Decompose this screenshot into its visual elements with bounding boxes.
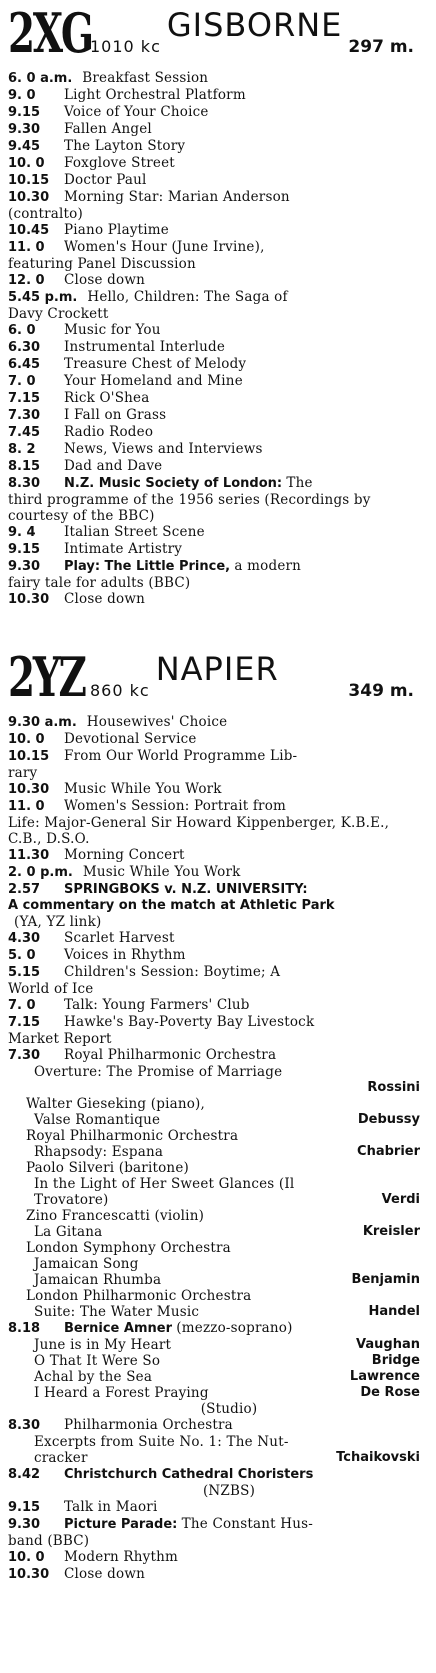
programme-highlight: N.Z. Music Society of London:: [64, 476, 283, 491]
programme-entry: [8, 189, 420, 222]
programme-entry: [8, 475, 420, 524]
programme-entry: [8, 87, 420, 104]
music-composer: Rossini: [367, 1080, 420, 1095]
programme-title: From Our World Programme Lib-: [64, 748, 298, 764]
programme-time: 8.15: [8, 459, 41, 474]
programme-title: The Layton Story: [64, 138, 186, 154]
programme-title: Royal Philharmonic Orchestra: [64, 1047, 277, 1063]
music-item: [8, 1208, 420, 1224]
programme-entry: [8, 1466, 420, 1499]
programme-title-continued: Davy Crockett: [8, 306, 109, 322]
programme-highlight: Christchurch Cathedral Choristers: [64, 1467, 314, 1482]
programme-time: 10.30: [8, 190, 50, 205]
programme-entry: [8, 1549, 420, 1566]
programme-title: Close down: [64, 591, 146, 607]
music-item: [8, 1224, 420, 1240]
programme-title-continued: World of Ice: [8, 981, 94, 997]
music-title: June is in My Heart: [34, 1337, 172, 1353]
programme-time: 6. 0: [8, 323, 36, 338]
station-frequency: 860 kc: [90, 681, 150, 700]
programme-time: 9.45: [8, 139, 41, 154]
programme-time: 10.30: [8, 782, 50, 797]
programme-title: Talk: Young Farmers' Club: [64, 997, 250, 1013]
programme-time: 9.30: [8, 1517, 41, 1532]
programme-time: 7.30: [8, 408, 41, 423]
music-title: cracker: [34, 1450, 88, 1466]
programme-title-continued: (YA, YZ link): [14, 914, 102, 930]
music-composer: De Rose: [360, 1385, 420, 1400]
music-composer: Bridge: [371, 1353, 420, 1368]
programme-time: 9.15: [8, 105, 41, 120]
music-composer: Chabrier: [357, 1144, 420, 1159]
programme-title-continued: featuring Panel Discussion: [8, 256, 196, 272]
programme-list: [8, 70, 420, 608]
music-composer: Debussy: [357, 1112, 420, 1127]
music-title: Excerpts from Suite No. 1: The Nut-: [34, 1434, 289, 1450]
station-header: [8, 1, 420, 65]
programme-entry: [8, 558, 420, 591]
music-title: Overture: The Promise of Marriage: [34, 1064, 283, 1080]
programme-time: 12. 0: [8, 273, 45, 288]
music-title: O That It Were So: [34, 1353, 161, 1369]
programme-time: 10.15: [8, 749, 50, 764]
music-composer: Benjamin: [351, 1272, 420, 1287]
programme-time: 9.30: [8, 559, 41, 574]
programme-time: 10.15: [8, 173, 50, 188]
programme-title: News, Views and Interviews: [64, 441, 263, 457]
station-wavelength: 349 m.: [348, 681, 414, 701]
programme-title: a modern: [234, 558, 302, 574]
music-item: [8, 1080, 420, 1096]
music-item: [8, 1288, 420, 1304]
programme-time: 8.30: [8, 476, 41, 491]
programme-title: Light Orchestral Platform: [64, 87, 246, 103]
station-city: NAPIER: [155, 650, 279, 688]
music-title: Jamaican Rhumba: [34, 1272, 162, 1288]
programme-time: 5.15: [8, 965, 41, 980]
programme-source-note: (NZBS): [202, 1483, 256, 1499]
programme-time: 9. 4: [8, 525, 36, 540]
programme-title: Modern Rhythm: [64, 1549, 179, 1565]
programme-title: Dad and Dave: [64, 458, 163, 474]
programme-title: Talk in Maori: [64, 1499, 158, 1515]
programme-time: 7.15: [8, 1015, 41, 1030]
music-title: Achal by the Sea: [34, 1369, 153, 1385]
programme-title: Close down: [64, 1566, 146, 1582]
programme-title: Doctor Paul: [64, 172, 147, 188]
programme-entry: [8, 1047, 420, 1096]
programme-title: Women's Session: Portrait from: [64, 798, 287, 814]
programme-entry: [8, 222, 420, 239]
programme-title: Philharmonia Orchestra: [64, 1417, 233, 1433]
programme-entry: [8, 1516, 420, 1549]
programme-title: Children's Session: Boytime; A: [64, 964, 281, 980]
music-item: [8, 1353, 420, 1369]
programme-highlight: Play: The Little Prince,: [64, 559, 231, 574]
programme-entry: [8, 458, 420, 475]
programme-entry: [8, 339, 420, 356]
programme-title: Foxglove Street: [64, 155, 175, 171]
programme-time: 8.42: [8, 1467, 41, 1482]
music-item: [8, 1256, 420, 1272]
programme-time: 10.45: [8, 223, 50, 238]
programme-time: 6.45: [8, 357, 41, 372]
programme-entry: [8, 798, 420, 847]
music-item: [8, 1304, 420, 1320]
music-title: Suite: The Water Music: [34, 1304, 200, 1320]
music-item: [8, 1128, 420, 1144]
programme-entry: [8, 441, 420, 458]
programme-title: Music While You Work: [82, 864, 241, 880]
music-item: [8, 1434, 420, 1450]
programme-title: Piano Playtime: [64, 222, 169, 238]
programme-entry: [8, 748, 420, 781]
programme-entry: [8, 407, 420, 424]
programme-time: 8.18: [8, 1321, 41, 1336]
programme-entry: [8, 390, 420, 407]
programme-entry: [8, 1320, 420, 1417]
programme-time: 7. 0: [8, 998, 36, 1013]
programme-title-continued: (contralto): [8, 206, 83, 222]
programme-title: Treasure Chest of Melody: [64, 356, 247, 372]
music-composer: Lawrence: [349, 1369, 420, 1384]
programme-title: The: [286, 475, 313, 491]
programme-title: The Constant Hus-: [181, 1516, 313, 1532]
programme-time: 8. 2: [8, 442, 36, 457]
programme-time: 10. 0: [8, 156, 45, 171]
programme-list: [8, 714, 420, 1583]
music-title: Walter Gieseking (piano),: [26, 1096, 206, 1112]
programme-time: 11. 0: [8, 799, 45, 814]
programme-title: Scarlet Harvest: [64, 930, 175, 946]
programme-entry: [8, 997, 420, 1014]
programme-title: Voices in Rhythm: [64, 947, 186, 963]
programme-time: 8.30: [8, 1418, 41, 1433]
programme-title: Close down: [64, 272, 146, 288]
programme-time: 9. 0: [8, 88, 36, 103]
programme-title: Hawke's Bay-Poverty Bay Livestock: [64, 1014, 315, 1030]
programme-title: Intimate Artistry: [64, 541, 183, 557]
programme-entry: [8, 322, 420, 339]
music-item: [8, 1385, 420, 1401]
programme-title: Your Homeland and Mine: [64, 373, 243, 389]
programme-title: Devotional Service: [64, 731, 197, 747]
programme-time: 10. 0: [8, 732, 45, 747]
music-title: Jamaican Song: [34, 1256, 139, 1272]
programme-title: Instrumental Interlude: [64, 339, 226, 355]
programme-time: 7.15: [8, 391, 41, 406]
programme-entry: [8, 524, 420, 541]
music-title: Rhapsody: Espana: [34, 1144, 164, 1160]
music-composer: Handel: [368, 1304, 420, 1319]
programme-time: 11. 0: [8, 240, 45, 255]
programme-title-continued: band (BBC): [8, 1533, 90, 1549]
programme-time: 11.30: [8, 848, 50, 863]
music-composer: Vaughan: [356, 1337, 420, 1352]
programme-entry: [8, 104, 420, 121]
programme-time: 6. 0 a.m.: [8, 71, 73, 86]
programme-time: 2.57: [8, 882, 41, 897]
programme-entry: [8, 1417, 420, 1466]
station-2xg: [8, 1, 420, 608]
programme-highlight-continued: A commentary on the match at Athletic Park: [8, 898, 335, 913]
music-composer: Tchaikovski: [336, 1450, 420, 1465]
music-title: In the Light of Her Sweet Glances (Il: [34, 1176, 295, 1192]
music-title: London Symphony Orchestra: [26, 1240, 231, 1256]
programme-entry: [8, 138, 420, 155]
music-title: London Philharmonic Orchestra: [26, 1288, 252, 1304]
programme-time: 9.30 a.m.: [8, 715, 77, 730]
station-header: [8, 645, 420, 709]
programme-entry: [8, 847, 420, 864]
programme-title: Rick O'Shea: [64, 390, 150, 406]
programme-title: Fallen Angel: [64, 121, 152, 137]
music-item: [8, 1176, 420, 1192]
station-2yz: [8, 645, 420, 1583]
programme-entry: [8, 591, 420, 608]
programme-title: Women's Hour (June Irvine),: [64, 239, 265, 255]
programme-highlight: Picture Parade:: [64, 1517, 178, 1532]
programme-time: 10. 0: [8, 1550, 45, 1565]
music-title: Zino Francescatti (violin): [26, 1208, 205, 1224]
music-composer: Kreisler: [362, 1224, 420, 1239]
station-wavelength: 297 m.: [348, 37, 414, 57]
programme-highlight: Bernice Amner: [64, 1321, 172, 1336]
station-city: GISBORNE: [166, 6, 343, 44]
programme-entry: [8, 239, 420, 272]
programme-source-note: (Studio): [200, 1401, 258, 1417]
music-title: I Heard a Forest Praying: [34, 1385, 209, 1401]
music-item: [8, 1112, 420, 1128]
music-title: La Gitana: [34, 1224, 103, 1240]
programme-entry: [8, 424, 420, 441]
music-item: [8, 1096, 420, 1112]
music-title: Valse Romantique: [34, 1112, 161, 1128]
programme-entry: [8, 155, 420, 172]
programme-entry: [8, 1499, 420, 1516]
station-frequency: 1010 kc: [90, 37, 161, 56]
programme-title-continued: Life: Major-General Sir Howard Kippenberger, K.B.E., C.B., D.S.O.: [8, 815, 390, 847]
music-item: [8, 1337, 420, 1353]
music-title: Trovatore): [34, 1192, 109, 1208]
programme-title: Music for You: [64, 322, 161, 338]
programme-time: 2. 0 p.m.: [8, 865, 73, 880]
music-title: Royal Philharmonic Orchestra: [26, 1128, 239, 1144]
programme-title-continued: rary: [8, 765, 38, 781]
music-item: [8, 1272, 420, 1288]
programme-highlight: SPRINGBOKS v. N.Z. UNIVERSITY:: [64, 882, 308, 897]
programme-entry: [8, 289, 420, 322]
music-item: [8, 1160, 420, 1176]
programme-entry: [8, 373, 420, 390]
programme-entry: [8, 272, 420, 289]
programme-title: I Fall on Grass: [64, 407, 167, 423]
station-callsign: 2XG: [8, 1, 92, 65]
programme-time: 9.30: [8, 122, 41, 137]
music-item: [8, 1240, 420, 1256]
programme-title: Music While You Work: [64, 781, 222, 797]
programme-title: Housewives' Choice: [86, 714, 228, 730]
programme-entry: [8, 731, 420, 748]
music-title: Paolo Silveri (baritone): [26, 1160, 189, 1176]
programme-entry: [8, 356, 420, 373]
programme-title-continued: fairy tale for adults (BBC): [8, 575, 191, 591]
programme-entry: [8, 70, 420, 87]
programme-entry: [8, 781, 420, 798]
programme-entry: [8, 121, 420, 138]
programme-title: Radio Rodeo: [64, 424, 154, 440]
programme-entry: [8, 1566, 420, 1583]
programme-title: Morning Star: Marian Anderson: [64, 189, 290, 205]
programme-entry: [8, 864, 420, 881]
programme-time: 4.30: [8, 931, 41, 946]
programme-time: 7.30: [8, 1048, 41, 1063]
music-item: [8, 1064, 420, 1080]
programme-entry: [8, 964, 420, 997]
music-item: [8, 1144, 420, 1160]
programme-time: 10.30: [8, 592, 50, 607]
programme-title: Voice of Your Choice: [64, 104, 209, 120]
programme-entry: [8, 714, 420, 731]
programme-time: 9.15: [8, 542, 41, 557]
music-composer: Verdi: [381, 1192, 420, 1207]
programme-title: Morning Concert: [64, 847, 185, 863]
programme-entry: [8, 947, 420, 964]
programme-time: 7. 0: [8, 374, 36, 389]
programme-entry: [8, 172, 420, 189]
programme-time: 10.30: [8, 1567, 50, 1582]
programme-entry: [8, 1096, 420, 1320]
programme-time: 5.45 p.m.: [8, 290, 78, 305]
programme-entry: [8, 1014, 420, 1047]
programme-title-continued: third programme of the 1956 series (Recordings by courtesy of the BBC): [8, 492, 371, 524]
programme-title: Italian Street Scene: [64, 524, 205, 540]
programme-time: 7.45: [8, 425, 41, 440]
programme-time: 6.30: [8, 340, 41, 355]
station-callsign: 2YZ: [8, 645, 85, 709]
programme-entry: [8, 541, 420, 558]
programme-title: Hello, Children: The Saga of: [87, 289, 288, 305]
music-item: [8, 1369, 420, 1385]
programme-entry: [8, 930, 420, 947]
programme-title: Breakfast Session: [82, 70, 209, 86]
programme-title-continued: Market Report: [8, 1031, 112, 1047]
programme-entry: [8, 881, 420, 930]
programme-time: 5. 0: [8, 948, 36, 963]
programme-time: 9.15: [8, 1500, 41, 1515]
music-item: [8, 1192, 420, 1208]
programme-title: (mezzo-soprano): [176, 1320, 293, 1336]
music-item: [8, 1450, 420, 1466]
